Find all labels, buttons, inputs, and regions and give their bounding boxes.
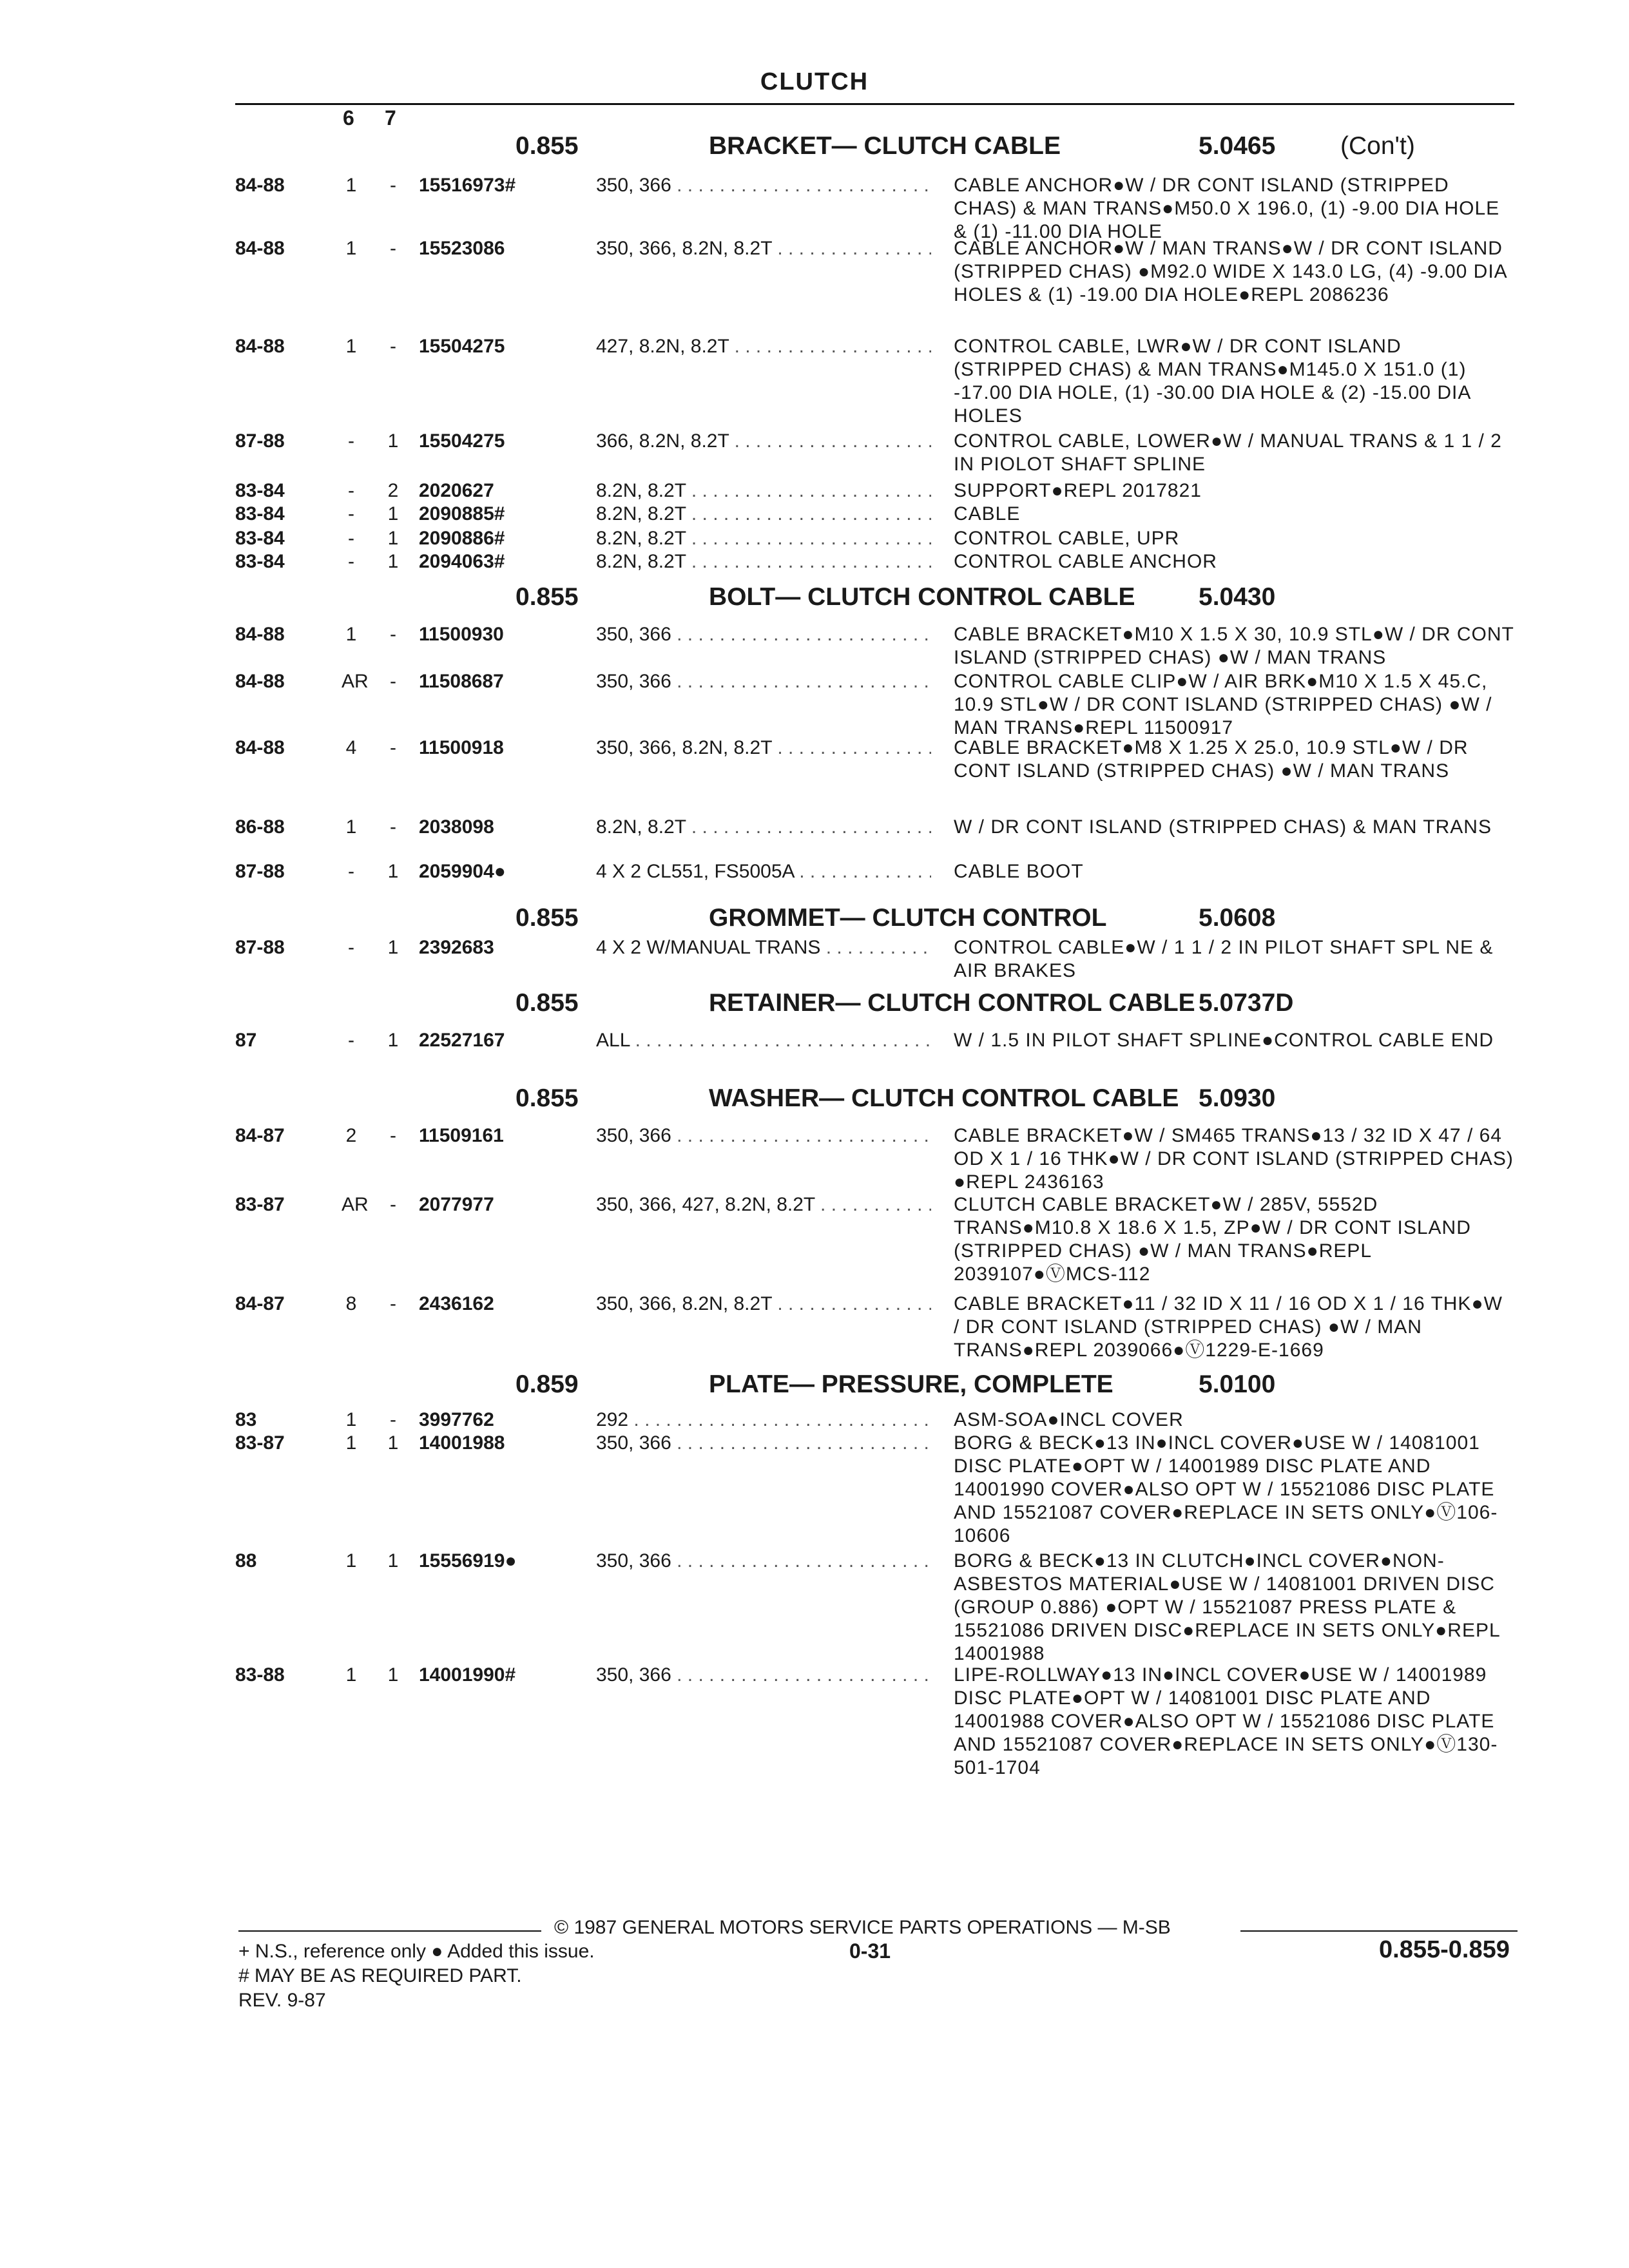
model-years: 87-88	[235, 430, 285, 452]
description: CABLE BRACKET●W / SM465 TRANS●13 / 32 ID X 47 / 64 OD X 1 / 16 THK●W / DR CONT ISLAND (STRIPPED CHAS) ●REPL 2436163	[954, 1125, 1514, 1193]
section-code: 5.0100	[1199, 1370, 1276, 1398]
section-name: GROMMET— CLUTCH CONTROL	[709, 904, 1107, 932]
qty-col-6: 1	[345, 238, 357, 259]
model-years: 84-87	[235, 1293, 285, 1314]
part-number: 3997762	[419, 1409, 494, 1430]
description: CABLE BRACKET●M10 X 1.5 X 30, 10.9 STL●W / DR CONT ISLAND (STRIPPED CHAS) ●W / MAN TRANS	[954, 624, 1514, 668]
qty-col-7: -	[390, 671, 396, 692]
part-number: 15556919●	[419, 1550, 517, 1571]
description: CONTROL CABLE, LOWER●W / MANUAL TRANS & 1 1 / 2 IN PIOLOT SHAFT SPLINE	[954, 430, 1502, 475]
models: ALL . . .	[596, 1029, 931, 1052]
description: CLUTCH CABLE BRACKET●W / 285V, 5552D TRANS●M10.8 X 18.6 X 1.5, ZP●W / DR CONT ISLAND (STRIPPED CHAS) ●W / MAN TRANS●REPL 2039107●ⓋMCS-112	[954, 1194, 1471, 1285]
models: 350, 366, 8.2N, 8.2T . . .	[596, 1293, 931, 1316]
qty-col-6: -	[348, 430, 354, 452]
qty-col-7: -	[390, 175, 396, 196]
qty-col-6: AR	[342, 1194, 369, 1215]
models: 350, 366 . . .	[596, 623, 931, 646]
group-number: 0.855	[516, 132, 579, 160]
description: BORG & BECK●13 IN●INCL COVER●USE W / 14081001 DISC PLATE●OPT W / 14001989 DISC PLATE AND 14001990 COVER●ALSO OPT W / 15521086 DISC PLATE AND 15521087 COVER●REPLACE IN SETS ONLY●Ⓥ106-10606	[954, 1432, 1498, 1546]
model-years: 84-88	[235, 737, 285, 758]
model-years: 83-84	[235, 528, 285, 549]
model-years: 84-87	[235, 1125, 285, 1146]
model-years: 83-87	[235, 1194, 285, 1215]
qty-col-6: -	[348, 551, 354, 572]
description: CONTROL CABLE, LWR●W / DR CONT ISLAND (STRIPPED CHAS) & MAN TRANS●M145.0 X 151.0 (1) -17.00 DIA HOLE, (1) -30.00 DIA HOLE & (2) -15.00 DIA HOLES	[954, 336, 1470, 427]
model-years: 84-88	[235, 671, 285, 692]
qty-col-7: -	[390, 336, 396, 357]
qty-col-6: 8	[345, 1293, 357, 1314]
qty-col-6: -	[348, 1030, 354, 1051]
footer-group-range: 0.855-0.859	[1379, 1936, 1510, 1963]
page-title: CLUTCH	[760, 68, 869, 95]
description: CABLE ANCHOR●W / MAN TRANS●W / DR CONT ISLAND (STRIPPED CHAS) ●M92.0 WIDE X 143.0 LG, (4) -9.00 DIA HOLES & (1) -19.00 DIA HOLE●REPL 2086236	[954, 238, 1507, 305]
description: ASM-SOA●INCL COVER	[954, 1409, 1184, 1430]
qty-col-7: -	[390, 1293, 396, 1314]
description: CONTROL CABLE, UPR	[954, 528, 1180, 549]
qty-col-7: 1	[387, 551, 399, 572]
model-years: 83-84	[235, 503, 285, 524]
models: 4 X 2 CL551, FS5005A . . .	[596, 860, 931, 883]
model-years: 87-88	[235, 937, 285, 958]
models: 350, 366, 8.2N, 8.2T . . .	[596, 736, 931, 760]
model-years: 84-88	[235, 336, 285, 357]
part-number: 2090885#	[419, 503, 505, 524]
qty-col-6: 4	[345, 737, 357, 758]
models: 350, 366 . . .	[596, 174, 931, 197]
models: 8.2N, 8.2T . . .	[596, 816, 931, 839]
description: CONTROL CABLE ANCHOR	[954, 551, 1217, 572]
qty-col-6: -	[348, 503, 354, 524]
models: 350, 366, 8.2N, 8.2T . . .	[596, 237, 931, 260]
part-number: 15504275	[419, 430, 505, 452]
models: 366, 8.2N, 8.2T . . .	[596, 430, 931, 453]
qty-col-6: 1	[345, 175, 357, 196]
model-years: 83-84	[235, 480, 285, 501]
model-years: 87-88	[235, 861, 285, 882]
part-number: 2436162	[419, 1293, 494, 1314]
section-name: RETAINER— CLUTCH CONTROL CABLE	[709, 989, 1195, 1017]
section-code: 5.0608	[1199, 904, 1276, 932]
qty-col-6: AR	[342, 671, 369, 692]
part-number: 2038098	[419, 816, 494, 838]
models: 350, 366 . . .	[596, 1432, 931, 1455]
models: 350, 366 . . .	[596, 670, 931, 693]
models: 8.2N, 8.2T . . .	[596, 503, 931, 526]
qty-col-7: 2	[387, 480, 399, 501]
qty-col-7: 1	[387, 1030, 399, 1051]
qty-col-7: -	[390, 1409, 396, 1430]
qty-col-7: 1	[387, 1664, 399, 1686]
qty-col-6: 1	[345, 1550, 357, 1571]
models: 350, 366 . . .	[596, 1664, 931, 1687]
model-years: 84-88	[235, 175, 285, 196]
description: CABLE BRACKET●11 / 32 ID X 11 / 16 OD X 1 / 16 THK●W / DR CONT ISLAND (STRIPPED CHAS) ●W / MAN TRANS●REPL 2039066●Ⓥ1229-E-1669	[954, 1293, 1503, 1361]
part-number: 2059904●	[419, 861, 506, 882]
description: W / 1.5 IN PILOT SHAFT SPLINE●CONTROL CABLE END	[954, 1030, 1494, 1051]
group-number: 0.859	[516, 1370, 579, 1398]
models: 350, 366 . . .	[596, 1124, 931, 1148]
column-header-7: 7	[385, 106, 396, 130]
column-header-6: 6	[343, 106, 354, 130]
qty-col-7: -	[390, 737, 396, 758]
part-number: 15516973#	[419, 175, 516, 196]
part-number: 2090886#	[419, 528, 505, 549]
description: CABLE	[954, 503, 1021, 524]
models: 292 . . .	[596, 1408, 931, 1432]
group-number: 0.855	[516, 989, 579, 1017]
qty-col-6: 1	[345, 1409, 357, 1430]
part-number: 11500918	[419, 737, 504, 758]
footer-note-required: # MAY BE AS REQUIRED PART.	[238, 1965, 522, 1986]
model-years: 83-87	[235, 1432, 285, 1454]
section-code: 5.0465	[1199, 132, 1276, 160]
description: CABLE ANCHOR●W / DR CONT ISLAND (STRIPPED CHAS) & MAN TRANS●M50.0 X 196.0, (1) -9.00 DIA HOLE & (1) -11.00 DIA HOLE	[954, 175, 1500, 242]
description: CONTROL CABLE●W / 1 1 / 2 IN PILOT SHAFT SPL NE & AIR BRAKES	[954, 937, 1494, 981]
qty-col-6: 2	[345, 1125, 357, 1146]
section-continued: (Con't)	[1340, 132, 1415, 160]
part-number: 15523086	[419, 238, 505, 259]
part-number: 11508687	[419, 671, 504, 692]
section-name: BRACKET— CLUTCH CABLE	[709, 132, 1061, 160]
footer-rule-right	[1240, 1930, 1518, 1932]
description: BORG & BECK●13 IN CLUTCH●INCL COVER●NON-ASBESTOS MATERIAL●USE W / 14081001 DRIVEN DISC (GROUP 0.886) ●OPT W / 15521087 PRESS PLATE & 15521086 DRIVEN DISC●REPLACE IN SETS ONLY●REPL 14001988	[954, 1550, 1500, 1664]
model-years: 88	[235, 1550, 257, 1571]
qty-col-7: 1	[387, 430, 399, 452]
part-number: 2020627	[419, 480, 494, 501]
model-years: 87	[235, 1030, 257, 1051]
qty-col-6: 1	[345, 336, 357, 357]
footer-copyright: © 1987 GENERAL MOTORS SERVICE PARTS OPERATIONS — M-SB	[554, 1917, 1171, 1938]
model-years: 86-88	[235, 816, 285, 838]
qty-col-7: -	[390, 816, 396, 838]
models: 4 X 2 W/MANUAL TRANS . . .	[596, 936, 931, 959]
qty-col-6: -	[348, 480, 354, 501]
model-years: 84-88	[235, 238, 285, 259]
footer-revision: REV. 9-87	[238, 1990, 326, 2011]
qty-col-6: -	[348, 861, 354, 882]
qty-col-7: 1	[387, 937, 399, 958]
qty-col-7: -	[390, 238, 396, 259]
qty-col-6: 1	[345, 1664, 357, 1686]
qty-col-7: -	[390, 1125, 396, 1146]
group-number: 0.855	[516, 1084, 579, 1112]
qty-col-7: 1	[387, 861, 399, 882]
description: LIPE-ROLLWAY●13 IN●INCL COVER●USE W / 14001989 DISC PLATE●OPT W / 14081001 DISC PLATE AND 14001988 COVER●ALSO OPT W / 15521086 DISC PLATE AND 15521087 COVER●REPLACE IN SETS ONLY●Ⓥ130-501-1704	[954, 1664, 1498, 1778]
qty-col-6: -	[348, 937, 354, 958]
section-name: PLATE— PRESSURE, COMPLETE	[709, 1370, 1113, 1398]
section-name: WASHER— CLUTCH CONTROL CABLE	[709, 1084, 1179, 1112]
footer-rule-left	[238, 1930, 541, 1932]
part-number: 2094063#	[419, 551, 505, 572]
models: 350, 366 . . .	[596, 1550, 931, 1573]
section-code: 5.0930	[1199, 1084, 1276, 1112]
models: 427, 8.2N, 8.2T . . .	[596, 335, 931, 358]
section-code: 5.0430	[1199, 583, 1276, 611]
part-number: 11500930	[419, 624, 504, 645]
models: 8.2N, 8.2T . . .	[596, 479, 931, 503]
part-number: 15504275	[419, 336, 505, 357]
group-number: 0.855	[516, 583, 579, 611]
qty-col-7: -	[390, 1194, 396, 1215]
qty-col-6: -	[348, 528, 354, 549]
part-number: 22527167	[419, 1030, 505, 1051]
qty-col-7: -	[390, 624, 396, 645]
models: 8.2N, 8.2T . . .	[596, 527, 931, 550]
header-rule	[235, 103, 1514, 105]
model-years: 83	[235, 1409, 257, 1430]
models: 8.2N, 8.2T . . .	[596, 550, 931, 573]
models: 350, 366, 427, 8.2N, 8.2T . . .	[596, 1193, 931, 1216]
part-number: 14001988	[419, 1432, 505, 1454]
model-years: 83-88	[235, 1664, 285, 1686]
model-years: 84-88	[235, 624, 285, 645]
part-number: 2392683	[419, 937, 494, 958]
model-years: 83-84	[235, 551, 285, 572]
part-number: 14001990#	[419, 1664, 516, 1686]
section-name: BOLT— CLUTCH CONTROL CABLE	[709, 583, 1135, 611]
qty-col-7: 1	[387, 528, 399, 549]
description: CABLE BRACKET●M8 X 1.25 X 25.0, 10.9 STL●W / DR CONT ISLAND (STRIPPED CHAS) ●W / MAN TRANS	[954, 737, 1469, 782]
qty-col-6: 1	[345, 1432, 357, 1454]
footer-page-number: 0-31	[849, 1939, 891, 1963]
description: CABLE BOOT	[954, 861, 1084, 882]
qty-col-7: 1	[387, 503, 399, 524]
qty-col-6: 1	[345, 816, 357, 838]
description: W / DR CONT ISLAND (STRIPPED CHAS) & MAN TRANS	[954, 816, 1492, 838]
group-number: 0.855	[516, 904, 579, 932]
qty-col-7: 1	[387, 1550, 399, 1571]
part-number: 11509161	[419, 1125, 504, 1146]
qty-col-6: 1	[345, 624, 357, 645]
section-code: 5.0737D	[1199, 989, 1294, 1017]
description: CONTROL CABLE CLIP●W / AIR BRK●M10 X 1.5 X 45.C, 10.9 STL●W / DR CONT ISLAND (STRIPPED CHAS) ●W / MAN TRANS●REPL 11500917	[954, 671, 1492, 738]
description: SUPPORT●REPL 2017821	[954, 480, 1202, 501]
footer-note-reference: + N.S., reference only ● Added this issue.	[238, 1941, 595, 1962]
qty-col-7: 1	[387, 1432, 399, 1454]
part-number: 2077977	[419, 1194, 494, 1215]
